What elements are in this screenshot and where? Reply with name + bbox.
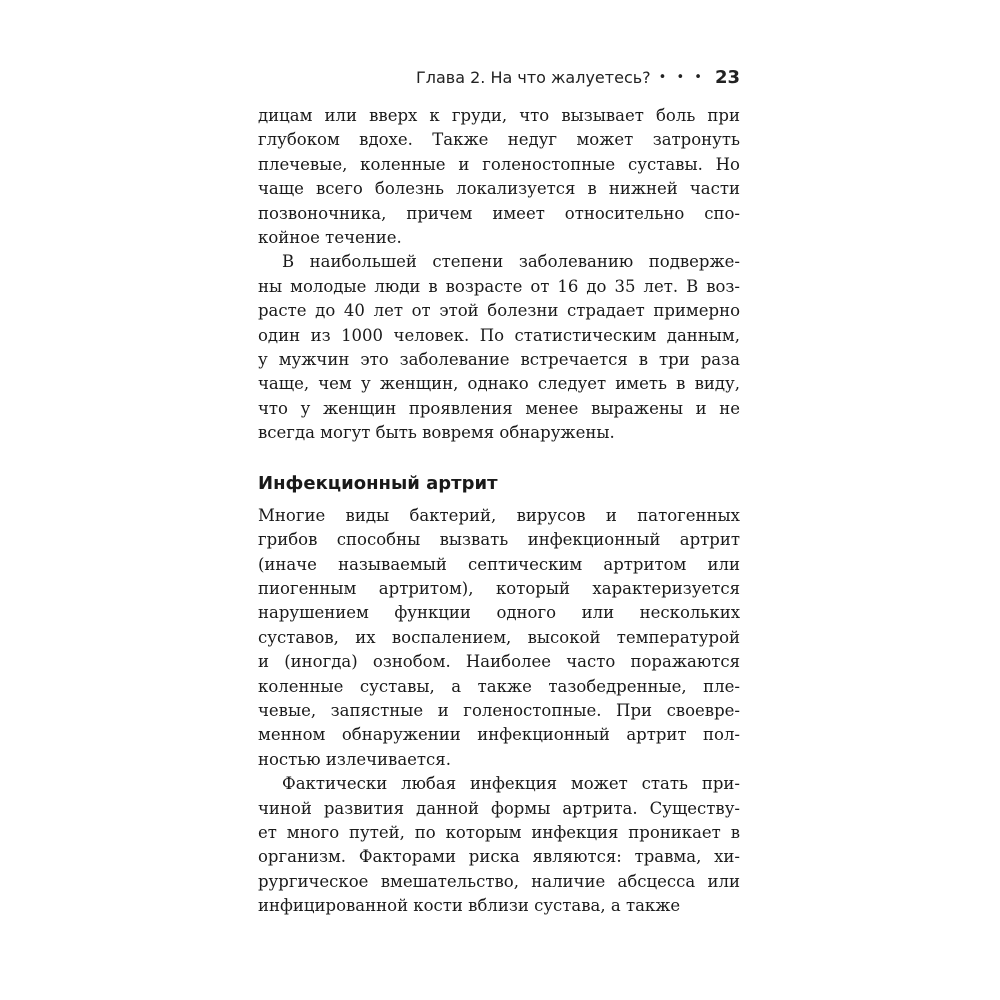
- text-line: и (иногда) ознобом. Наиболее часто поражаются: [258, 652, 740, 672]
- text-line: расте до 40 лет от этой болезни страдает примерно: [258, 301, 740, 321]
- paragraph: [258, 504, 740, 772]
- text-line: суставов, их воспалением, высокой температурой: [258, 627, 740, 647]
- running-head: [416, 62, 740, 92]
- text-line: (иначе называемый септическим артритом или: [258, 554, 740, 574]
- text-line: всегда могут быть вовремя обнаружены.: [258, 423, 615, 443]
- paragraph: [258, 104, 740, 250]
- body-text: [258, 104, 740, 919]
- text-line: рургическое вмешательство, наличие абсцесса или: [258, 871, 740, 891]
- separator-dots: • • •: [658, 69, 705, 85]
- text-line: нарушением функции одного или нескольких: [258, 603, 740, 623]
- text-line: дицам или вверх к груди, что вызывает боль при: [258, 106, 740, 125]
- paragraph: [258, 250, 740, 445]
- text-line: позвоночника, причем имеет относительно спо-: [258, 203, 740, 223]
- page-number: 23: [714, 66, 740, 88]
- text-line: ет много путей, по которым инфекция проникает в: [258, 822, 740, 842]
- text-line: инфицированной кости вблизи сустава, а также: [258, 896, 681, 916]
- section-paragraphs: [258, 504, 740, 919]
- text-line: Фактически любая инфекция может стать при-: [282, 774, 740, 794]
- text-line: коленные суставы, а также тазобедренные, пле-: [258, 676, 740, 696]
- intro-paragraphs: [258, 104, 740, 446]
- text-line: ны молодые люди в возрасте от 16 до 35 лет. В воз-: [258, 276, 740, 296]
- text-line: койное течение.: [258, 228, 402, 248]
- chapter-title: Глава 2. На что жалуетесь?: [415, 67, 651, 87]
- text-line: чаще всего болезнь локализуется в нижней части: [258, 179, 740, 199]
- text-line: плечевые, коленные и голеностопные суставы. Но: [258, 154, 740, 174]
- text-line: менном обнаружении инфекционный артрит пол-: [258, 725, 740, 745]
- text-line: глубоком вдохе. Также недуг может затронуть: [258, 130, 740, 150]
- book-page: [258, 0, 740, 1000]
- text-line: В наибольшей степени заболеванию подверже-: [282, 252, 740, 272]
- paragraph: [258, 772, 740, 918]
- text-line: что у женщин проявления менее выражены и не: [258, 398, 740, 418]
- text-line: один из 1000 человек. По статистическим данным,: [258, 325, 740, 345]
- text-line: грибов способны вызвать инфекционный артрит: [258, 530, 740, 550]
- text-line: ностью излечивается.: [258, 749, 451, 769]
- text-line: чаще, чем у женщин, однако следует иметь в виду,: [258, 374, 740, 394]
- text-line: Многие виды бактерий, вирусов и патогенных: [258, 505, 740, 525]
- text-line: чиной развития данной формы артрита. Существу-: [258, 798, 740, 818]
- text-line: организм. Факторами риска являются: травма, хи-: [258, 847, 740, 867]
- text-line: пиогенным артритом), который характеризуется: [258, 578, 740, 598]
- section-heading: Инфекционный артрит: [258, 472, 498, 494]
- text-line: чевые, запястные и голеностопные. При своевре-: [258, 700, 740, 720]
- text-line: у мужчин это заболевание встречается в три раза: [258, 350, 740, 370]
